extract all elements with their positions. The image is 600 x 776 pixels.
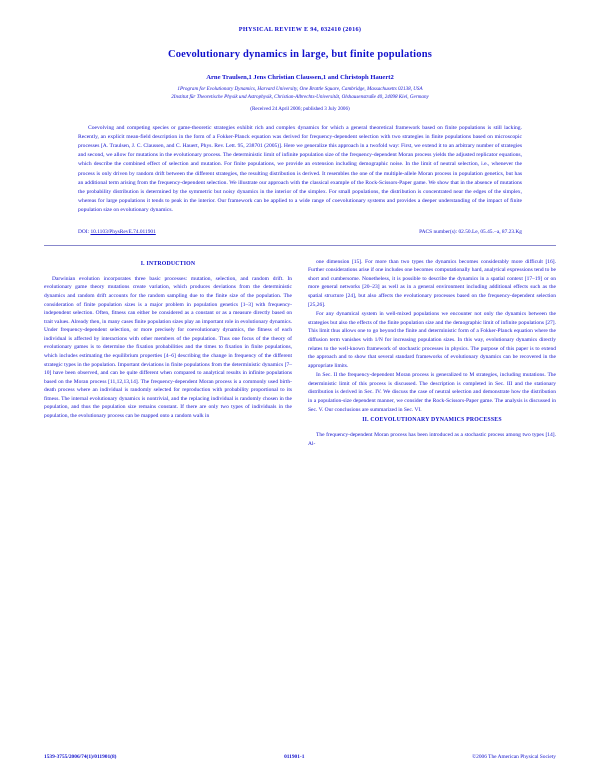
affiliation-2: 2Institut für Theoretische Physik und Astrophysik, Christian-Albrechts-Universität, Olshausenstraße 40, 24098 Kiel, Germany: [171, 93, 429, 100]
footer-copyright: ©2006 The American Physical Society: [472, 754, 556, 760]
paragraph: Darwinian evolution incorporates three basic processes: mutation, selection, and random drift. In evolutionary game theory mutations create variation, which produces deviations from the deterministic dynamics and random drift accounts for the random sampling due to the finite size of the population. The consideration of finite population sizes is a major problem in population genetics [1–3] with frequency-independent selection. Often, fitness can either be considered as a constant or as a measure directly based on trait values. Already then, in many cases finite population sizes play an important role in evolutionary dynamics. Under frequency-dependent selection, or more precisely for coevolutionary dynamics, the fitness of each individual is affected by interactions with other members of the population. Thus one focus of the theory of evolutionary games is to determine the fixation probabilities and the times to fixation in finite populations, which includes estimating the equilibrium properties [4–6] describing the change in frequency of the different strategic types in the population. Important deviations in finite populations from the deterministic dynamics [7–10] have been observed, and can be quite different when compared to analytical results in infinite populations based on the Moran process [11,12,13,14]. The frequency-dependent Moran process is a commonly used birth-death process where an individual is randomly selected for reproduction with probability proportional to its fitness. The internal evolutionary dynamics is nontrivial, and the replacing individual is randomly chosen in the population, and thus the population size remains constant. If there are only two types of individuals in the population, the evolutionary process can be mapped onto a random walk in: [44, 275, 292, 420]
page-footer: [44, 754, 556, 760]
paragraph: one dimension [15]. For more than two types the dynamics becomes considerably more difficult [16]. Further considerations arise if one includes one becomes computationally hard, analytical expressions tend to be short and cumbersome. Nonetheless, it is possible to describe the dynamics in a spatial context [17–19] or on more general networks [20–23] as well as in a general environment including additional effects such as the spatial structure [24], but also affects the evolutionary processes based on the frequency-dependent selection [25,26].: [308, 258, 556, 308]
divider: [44, 245, 556, 246]
running-head: PHYSICAL REVIEW E 94, 032410 (2016): [238, 26, 362, 33]
doi-pacs-row: [78, 229, 522, 235]
abstract: Coevolving and competing species or game-theoretic strategies exhibit rich and complex dynamics for which a general theoretical framework based on finite populations is still lacking. Recently, an explicit mean-field description in the form of a Fokker-Planck equation was derived for frequency-dependent selection with two strategies in finite populations based on microscopic processes [A. Traulsen, J. C. Claussen, and C. Hauert, Phys. Rev. Lett. 95, 238701 (2005)]. Here we generalize this approach in a twofold way: First, we extend it to an arbitrary number of strategies and second, we allow for mutations in the evolutionary process. The deterministic limit of infinite population size of the frequency-dependent Moran process yields the adjusted replicator equations, which describe the combined effect of selection and mutation. For finite populations, we provide an extension including demographic noise. In the limit of neutral selection, i.e., whenever the process is only driven by random drift between the different strategies, the resulting distribution is derived. It resembles the one of the multiple-allele Moran process in population genetics, but has an additional term arising from the frequency-dependent selection. We illustrate our approach with the classical example of the Rock-Scissors-Paper game. We show that in the absence of mutations the probability distribution is determined by the symmetric but noisy dynamics in the interior of the simplex. For small populations, the distribution is concentrated near the edges of the simplex, whereas for large populations it tends to peak in the interior. Our framework can be applied to a wide range of coevolutionary systems and provides a deeper understanding of the impact of finite population size on evolutionary dynamics.: [78, 125, 522, 213]
author-list: Arne Traulsen,1 Jens Christian Claussen,1 and Christoph Hauert2: [206, 74, 394, 81]
paragraph: In Sec. II the frequency-dependent Moran process is generalized to M strategies, including mutations. The deterministic limit of this process is discussed. The description is completed in Sec. III and the stationary distribution is derived in Sec. IV. We discuss the case of neutral selection and demonstrate how the distribution in a population-size dependent manner, we consider the Rock-Scissors-Paper game. The analysis is discussed in Sec. V. Our conclusions are summarized in Sec. VI.: [308, 372, 556, 413]
affiliation-1: 1Program for Evolutionary Dynamics, Harvard University, One Brattle Square, Cambridge, Massachusetts 02138, USA: [177, 86, 423, 92]
doi-label: DOI:: [78, 228, 90, 235]
publication-dates: (Received 24 April 2006; published 3 July 2006): [250, 106, 350, 113]
body-columns: [44, 258, 556, 738]
doi-block: [78, 229, 156, 235]
section-heading-introduction: I. INTRODUCTION: [140, 260, 196, 267]
doi-link[interactable]: 10.1103/PhysRevE.74.011901: [90, 228, 156, 235]
section-heading-coevolutionary-dynamics: II. COEVOLUTIONARY DYNAMICS PROCESSES: [362, 417, 502, 424]
pacs-value: 02.50.Le, 05.45.−a, 87.23.Kg: [458, 228, 522, 235]
pacs-block: [419, 229, 522, 235]
pacs-label: PACS number(s):: [419, 228, 458, 235]
paragraph: For any dynamical system in well-mixed populations we encounter not only the dynamics between the strategies but also the effects of the finite population size and the demographic limit of infinite populations [27]. This limit thus allows one to go beyond the finite and deterministic form of a Fokker-Planck equation where the diffusion term vanishes with 1/N for increasing population sizes. In this way, evolutionary dynamics directly relates to the well-known framework of stochastic processes in physics. The purpose of this paper is to extend the approach and to show that several standard frameworks of evolutionary dynamics can be recovered in the appropriate limits.: [308, 311, 556, 369]
column-right: [308, 258, 556, 738]
column-left: [44, 258, 292, 738]
paragraph: The frequency-dependent Moran process has been introduced as a stochastic process among two types [14]. Al-: [308, 432, 556, 447]
footer-left: 1539-3755/2006/74(1)/011901(8): [44, 754, 117, 760]
page-title: Coevolutionary dynamics in large, but finite populations: [167, 49, 433, 60]
footer-page-number: 011901-1: [284, 754, 305, 760]
